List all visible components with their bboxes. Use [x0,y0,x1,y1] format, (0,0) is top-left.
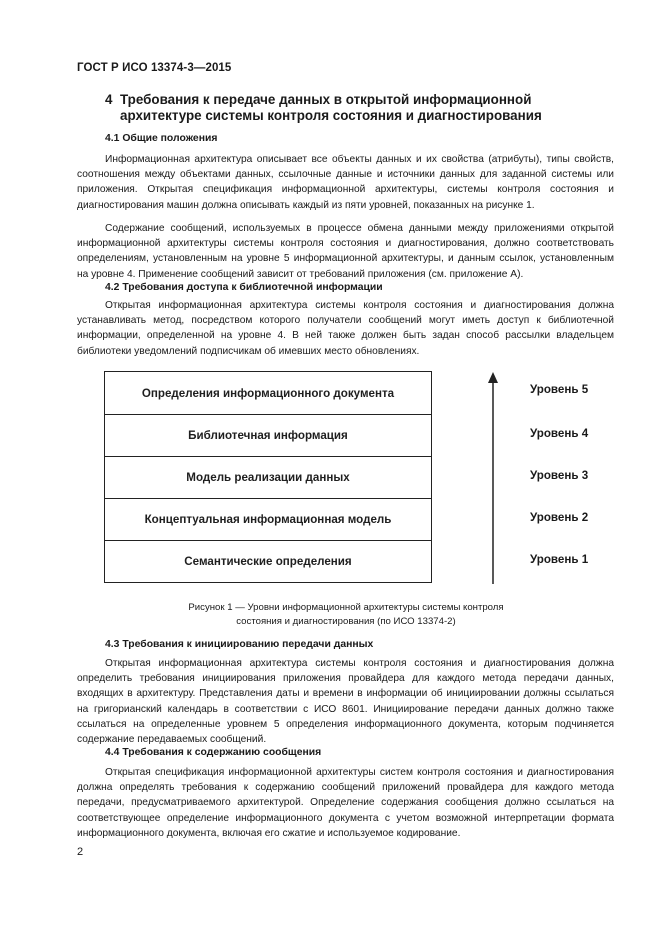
level-5-label: Уровень 5 [530,383,589,396]
level-1-box: Семантические определения [105,540,431,582]
level-2-label: Уровень 2 [530,511,589,524]
section-title: Требования к передаче данных в открытой информационной архитектуре системы контроля состояния и диагностирования [120,92,542,123]
figure-caption [160,601,532,628]
page-number: 2 [77,846,84,858]
up-arrow-icon [486,372,500,584]
subsection-4-2-heading: 4.2 Требования доступа к библиотечной информации [105,282,383,293]
caption-line-2: состояния и диагностирования (по ИСО 13374-2) [236,615,456,627]
subsection-4-4-heading: 4.4 Требования к содержанию сообщения [105,747,322,758]
level-3-label: Уровень 3 [530,469,589,482]
level-1-label: Уровень 1 [530,553,589,566]
subsection-4-3-heading: 4.3 Требования к инициированию передачи данных [105,639,374,650]
subsection-4-1-paragraph-1: Информационная архитектура описывает все объекты данных и их свойства (атрибуты), типы свойств, соотношения между объектами данных, ссылочные данные и источники данных для заданной системы или приложения. Открытая спецификация информационной архитектуры, системы контроля состояния и диагностирования машин должна описывать каждый из пяти уровней, показанных на рисунке 1. [77,154,614,211]
levels-diagram [104,371,432,583]
section-number: 4 [105,92,113,107]
caption-line-1: Рисунок 1 — Уровни информационной архитектуры системы контроля [188,602,504,613]
subsection-4-4-paragraph-1: Открытая спецификация информационной архитектуры систем контроля состояния и диагностирования должна определять требования к содержанию сообщений приложений провайдера для каждого метода передачи, предусматриваемого архитектурой. Определение содержания сообщения должно ссылаться на соответствующее определение информационного документа с учетом возможной интерпретации формата информационного документа, включая его сжатие и используемое кодирование. [77,767,614,839]
level-4-box: Библиотечная информация [105,414,431,456]
document-header: ГОСТ Р ИСО 13374-3—2015 [77,62,232,74]
subsection-4-3-paragraph-1: Открытая информационная архитектура системы контроля состояния и диагностирования должна определить требования инициирования приложения провайдера для каждого метода передачи данных, входящих в архитектуру. Представления даты и времени в информации об инициировании должны ссылаться на григорианский календарь в соответствии с ИСО 8601. Инициирование передачи данных должно также ссылаться на определенные уровнем 5 определения информационного документа, которым подчиняется содержание передаваемых сообщений. [77,658,614,746]
level-4-label: Уровень 4 [530,427,589,440]
level-2-box: Концептуальная информационная модель [105,498,431,540]
subsection-4-2-paragraph-1: Открытая информационная архитектура системы контроля состояния и диагностирования должна устанавливать метод, посредством которого получатели сообщений могут иметь доступ к библиотечной информации, определенной на уровне 4. В ней также должен быть задан способ рассылки владельцем библиотеки уведомлений подписчикам об имевших место обновлениях. [77,300,614,357]
level-5-box: Определения информационного документа [141,386,395,400]
subsection-4-1-paragraph-2: Содержание сообщений, используемых в процессе обмена данными между приложениями открытой информационной архитектуры системы контроля состояния и диагностирования, должно соответствовать определениям, установленным на уровне 5 информационной архитектуры, и данным ссылок, установленным на уровне 4. Применение сообщений зависит от требований приложения (см. приложение А). [77,223,614,280]
level-3-box: Модель реализации данных [105,456,431,498]
subsection-4-1-heading: 4.1 Общие положения [105,133,218,144]
